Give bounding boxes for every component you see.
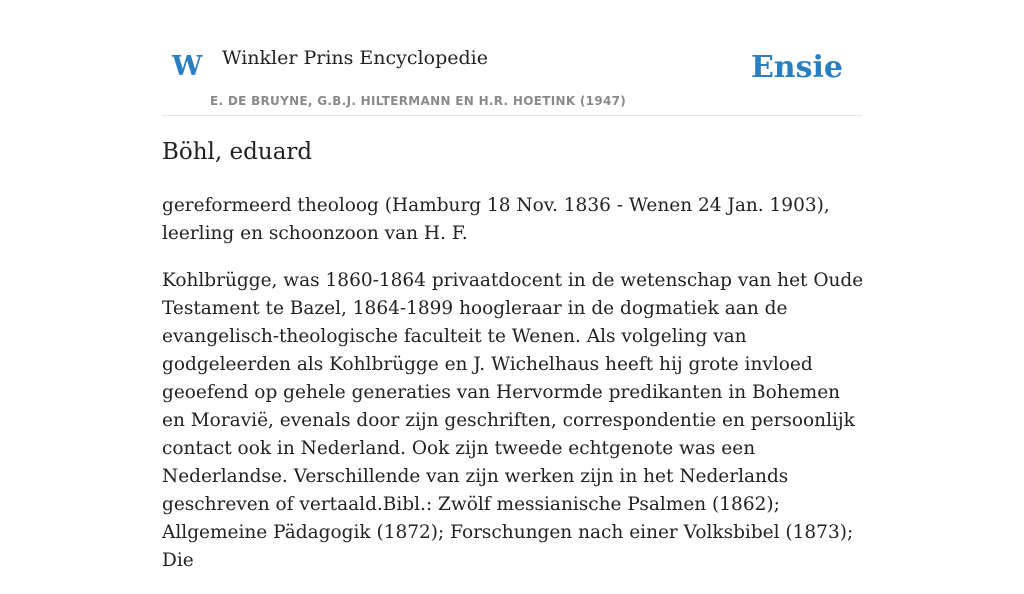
source-title[interactable]: Winkler Prins Encyclopedie bbox=[222, 47, 488, 69]
ensie-logo[interactable]: Ensie bbox=[750, 50, 843, 85]
source-authors: E. DE BRUYNE, G.B.J. HILTERMANN EN H.R. HOETINK (1947) bbox=[210, 94, 627, 108]
entry-paragraph: gereformeerd theoloog (Hamburg 18 Nov. 1836 - Wenen 24 Jan. 1903), leerling en schoonzoon van H. F. bbox=[162, 195, 830, 244]
entry-title: Böhl, eduard bbox=[162, 139, 313, 165]
header bbox=[162, 38, 862, 116]
winkler-prins-logo-icon[interactable]: W bbox=[172, 51, 203, 82]
entry-body bbox=[162, 192, 866, 594]
entry-paragraph: Kohlbrügge, was 1860-1864 privaatdocent in de wetenschap van het Oude Testament te Bazel, 1864-1899 hoogleraar in de dogmatiek aan de evangelisch-theologische faculteit te Wenen. Als volgeling van godgeleerden als Kohlbrügge en J. Wichelhaus heeft hij grote invloed geoefend op gehele generaties van Hervormde predikanten in Bohemen en Moravië, evenals door zijn geschriften, correspondentie en persoonlijk contact ook in Nederland. Ook zijn tweede echtgenote was een Nederlandse. Verschillende van zijn werken zijn in het Nederlands geschreven of vertaald.Bibl.: Zwölf messianische Psalmen (1862); Allgemeine Pädagogik (1872); Forschungen nach einer Volksbibel (1873); Die bbox=[162, 270, 864, 571]
